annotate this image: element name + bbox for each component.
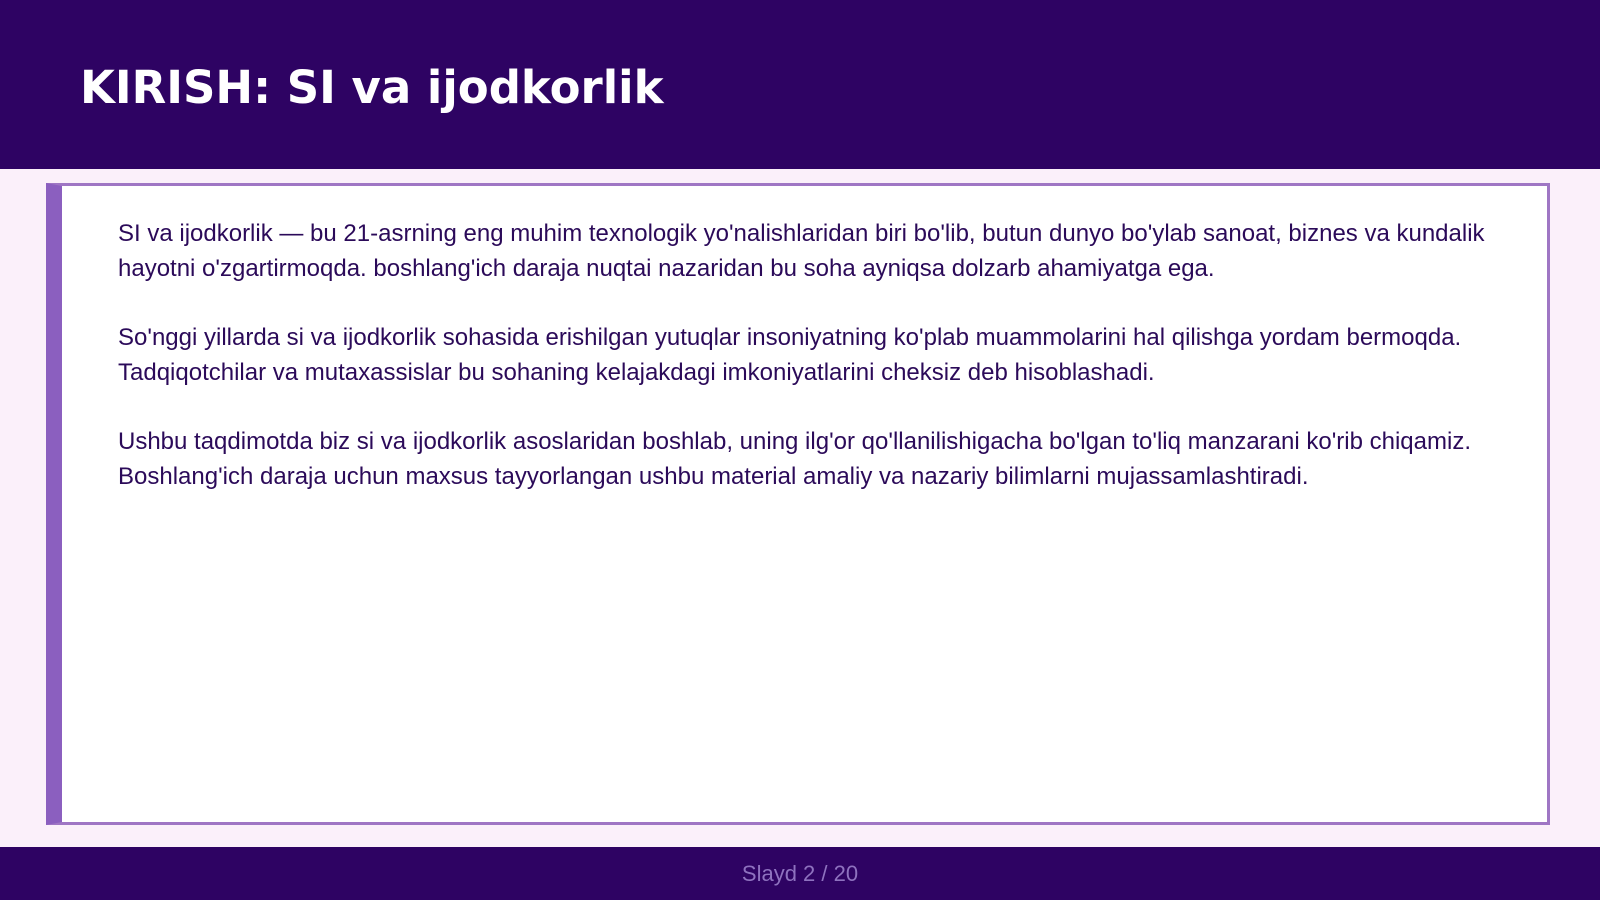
paragraph: SI va ijodkorlik — bu 21-asrning eng muhim texnologik yo'nalishlaridan biri bo'lib, butun dunyo bo'ylab sanoat, biznes va kundalik hayotni o'zgartirmoqda. boshlang'ich daraja nuqtai nazaridan bu soha ayniqsa dolzarb ahamiyatga ega.	[118, 220, 1485, 282]
slide-counter: Slayd 2 / 20	[741, 861, 859, 886]
slide-header	[0, 0, 1600, 169]
slide-title: KIRISH: SI va ijodkorlik	[80, 61, 664, 114]
content-card	[46, 183, 1550, 825]
paragraph: Ushbu taqdimotda biz si va ijodkorlik asoslaridan boshlab, uning ilg'or qo'llanilishigacha bo'lgan to'liq manzarani ko'rib chiqamiz. Boshlang'ich daraja uchun maxsus tayyorlangan ushbu material amaliy va nazariy bilimlarni mujassamlashtiradi.	[118, 428, 1471, 490]
paragraph: So'nggi yillarda si va ijodkorlik sohasida erishilgan yutuqlar insoniyatning ko'plab muammolarini hal qilishga yordam bermoqda. Tadqiqotchilar va mutaxassislar bu sohaning kelajakdagi imkoniyatlarini cheksiz deb hisoblashadi.	[118, 324, 1462, 386]
slide-footer	[0, 847, 1600, 900]
content-text	[118, 216, 1533, 528]
